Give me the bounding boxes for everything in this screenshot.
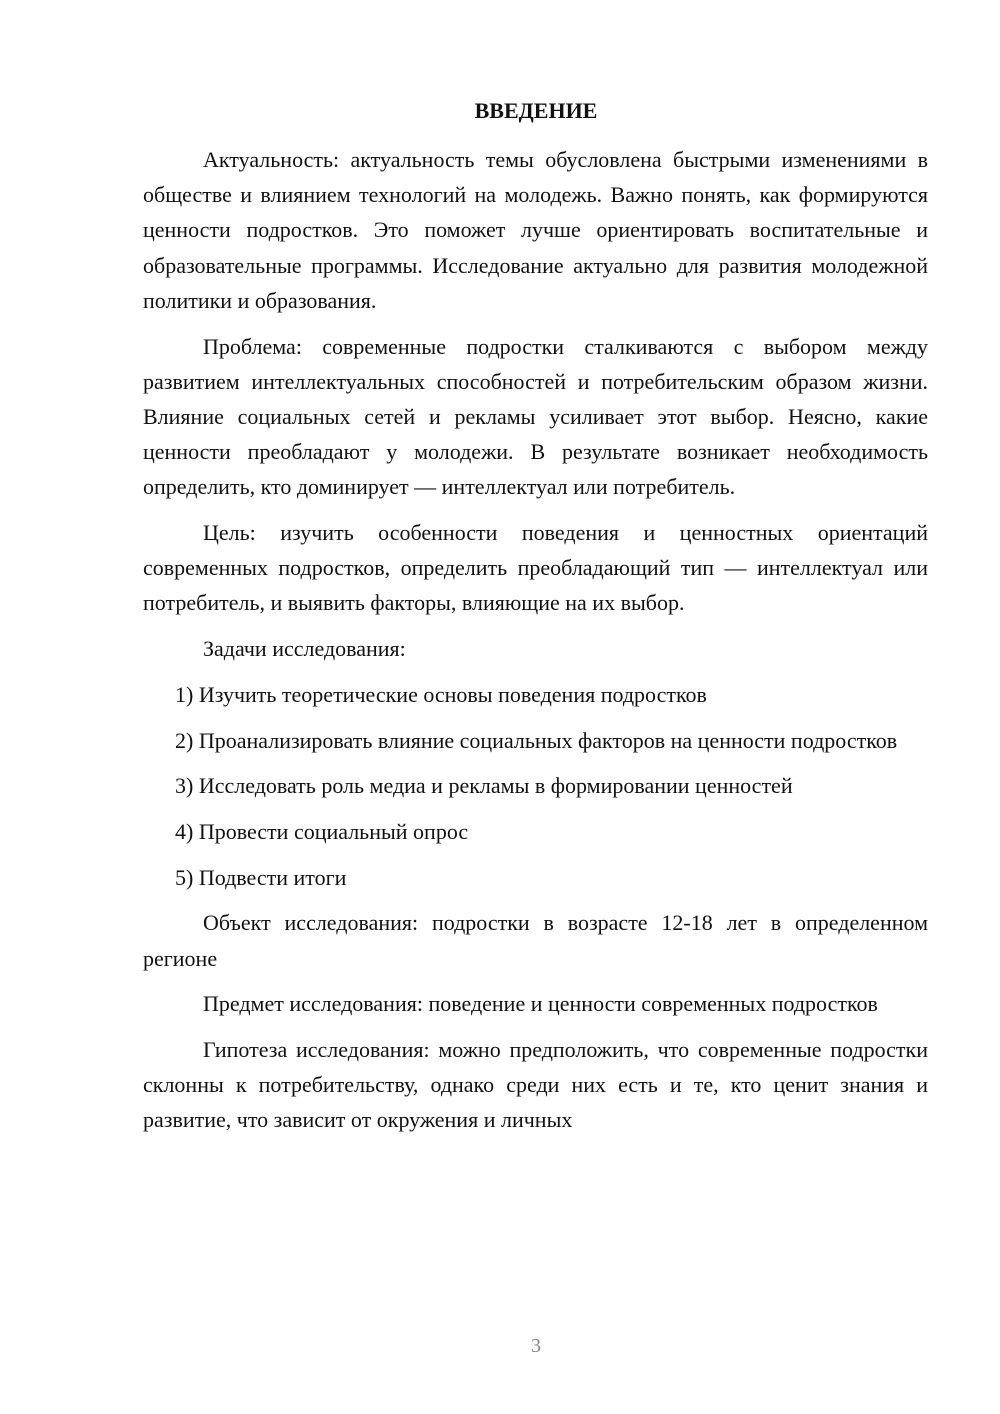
page-title: ВВЕДЕНИЕ — [474, 98, 598, 123]
document-body — [143, 142, 928, 1148]
paragraph-object: Объект исследования: подростки в возрасте 12-18 лет в определенном регионе — [143, 910, 928, 971]
paragraph-problem: Проблема: современные подростки сталкиваются с выбором между развитием интеллектуальных способностей и потребительским образом жизни. Влияние социальных сетей и рекламы усиливает этот выбор. Неясно, какие ценности преобладают у молодежи. В результате возникает необходимость определить, кто доминирует — интеллектуал или потребитель. — [143, 333, 928, 500]
task-item-1: 1) Изучить теоретические основы поведения подростков — [175, 681, 707, 707]
paragraph-subject: Предмет исследования: поведение и ценности современных подростков — [203, 991, 878, 1017]
paragraph-goal: Цель: изучить особенности поведения и ценностных ориентаций современных подростков, определить преобладающий тип — интеллектуал или потребитель, и выявить факторы, влияющие на их выбор. — [143, 520, 928, 616]
paragraph-tasks-heading: Задачи исследования: — [203, 636, 406, 662]
task-item-2: 2) Проанализировать влияние социальных факторов на ценности подростков — [175, 727, 898, 753]
task-item-4: 4) Провести социальный опрос — [175, 818, 469, 844]
paragraph-hypothesis: Гипотеза исследования: можно предположить, что современные подростки склонны к потребительству, однако среди них есть и те, кто ценит знания и развитие, что зависит от окружения и личных — [143, 1036, 928, 1133]
page-number: 3 — [531, 1335, 541, 1357]
task-item-5: 5) Подвести итоги — [175, 864, 347, 890]
paragraph-relevance: Актуальность: актуальность темы обусловлена быстрыми изменениями в обществе и влиянием технологий на молодежь. Важно понять, как формируются ценности подростков. Это поможет лучше ориентировать воспитательные и образовательные программы. Исследование актуально для развития молодежной политики и образования. — [143, 147, 928, 313]
task-item-3: 3) Исследовать роль медиа и рекламы в формировании ценностей — [175, 773, 793, 799]
